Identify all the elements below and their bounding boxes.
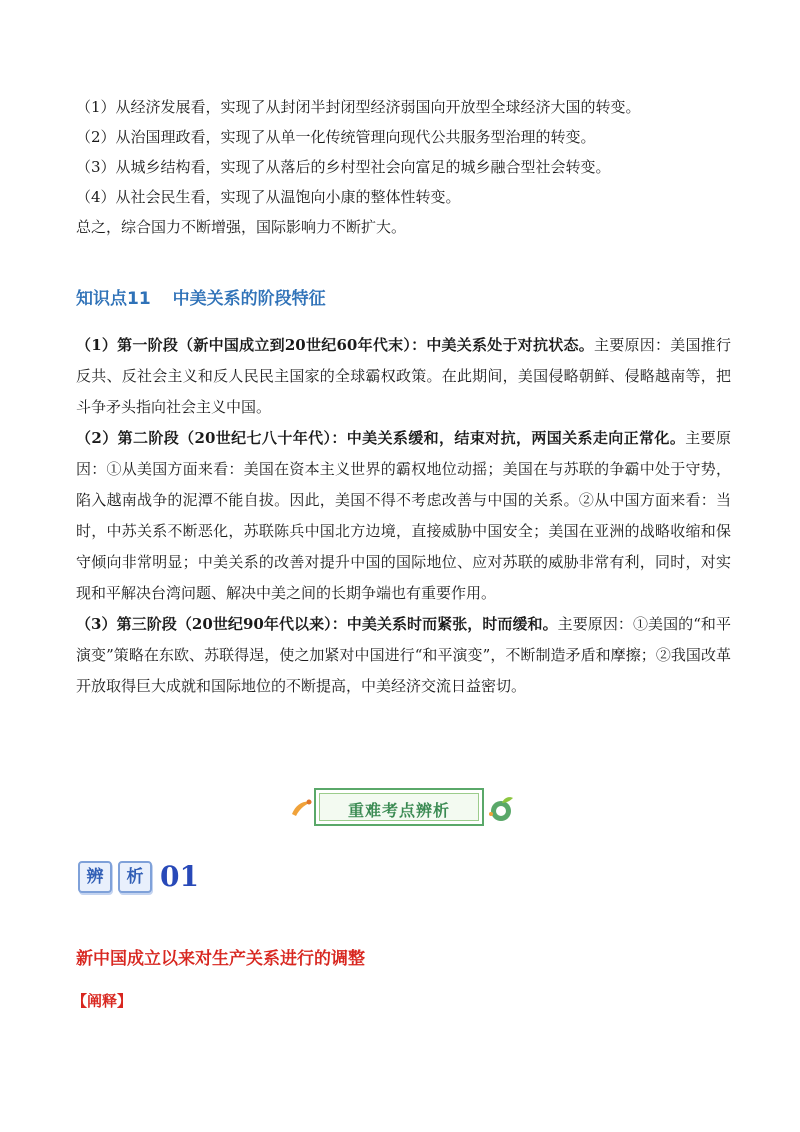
analysis-number: 01	[160, 860, 199, 893]
stage-paragraph	[76, 609, 731, 702]
intro-item: （3）从城乡结构看，实现了从落后的乡村型社会向富足的城乡融合型社会转变。	[76, 158, 611, 176]
intro-item: （2）从治国理政看，实现了从单一化传统管理向现代公共服务型治理的转变。	[76, 128, 596, 146]
stage-paragraph	[76, 330, 731, 423]
stage-heading: （2）第二阶段（20世纪七八十年代）：中美关系缓和，结束对抗，两国关系走向正常化。	[76, 429, 686, 447]
stage-paragraph	[76, 423, 731, 609]
intro-item: （1）从经济发展看，实现了从封闭半封闭型经济弱国向开放型全球经济大国的转变。	[76, 98, 641, 116]
knowledge-point-label: 知识点11	[76, 289, 151, 309]
stage-heading: （1）第一阶段（新中国成立到20世纪60年代末）：中美关系处于对抗状态。	[76, 336, 595, 354]
swoosh-icon	[290, 796, 314, 818]
intro-summary: 总之，综合国力不断增强，国际影响力不断扩大。	[76, 218, 407, 236]
intro-list	[76, 92, 736, 242]
stage-body: 主要原因：美国推行反共、反社会主义和反人民民主国家的全球霸权政策。在此期间，美国侵略朝鲜、侵略越南等，把斗争矛头指向社会主义中国。	[76, 336, 731, 416]
key-points-banner	[290, 782, 520, 836]
section-title: 新中国成立以来对生产关系进行的调整	[76, 949, 365, 969]
explain-label: 【阐释】	[72, 992, 133, 1010]
analysis-chip: 析	[118, 861, 152, 893]
banner-frame	[314, 788, 484, 826]
stage-body: 主要原因：①从美国方面来看：美国在资本主义世界的霸权地位动摇；美国在与苏联的争霸中处于守势，陷入越南战争的泥潭不能自拔。因此，美国不得不考虑改善与中国的关系。②从中国方面来看：当时，中苏关系不断恶化，苏联陈兵中国北方边境，直接威胁中国安全；美国在亚洲的战略收缩和保守倾向非常明显；中美关系的改善对提升中国的国际地位、应对苏联的威胁非常有利，同时，对实现和平解决台湾问题、解决中美之间的长期争端也有重要作用。	[76, 429, 731, 602]
knowledge-point-title: 中美关系的阶段特征	[172, 289, 326, 309]
analysis-chip: 辨	[78, 861, 112, 893]
intro-item: （4）从社会民生看，实现了从温饱向小康的整体性转变。	[76, 188, 461, 206]
stages-list	[76, 330, 731, 702]
banner-label: 重难考点辨析	[347, 801, 450, 820]
stage-heading: （3）第三阶段（20世纪90年代以来）：中美关系时而紧张，时而缓和。	[76, 615, 558, 633]
leaf-icon	[486, 794, 516, 824]
knowledge-point-heading	[76, 284, 326, 309]
stage-body: 主要原因：①美国的“和平演变”策略在东欧、苏联得逞，使之加紧对中国进行“和平演变”，不断制造矛盾和摩擦；②我国改革开放取得巨大成就和国际地位的不断提高，中美经济交流日益密切。	[76, 615, 731, 695]
analysis-badge	[78, 860, 199, 900]
